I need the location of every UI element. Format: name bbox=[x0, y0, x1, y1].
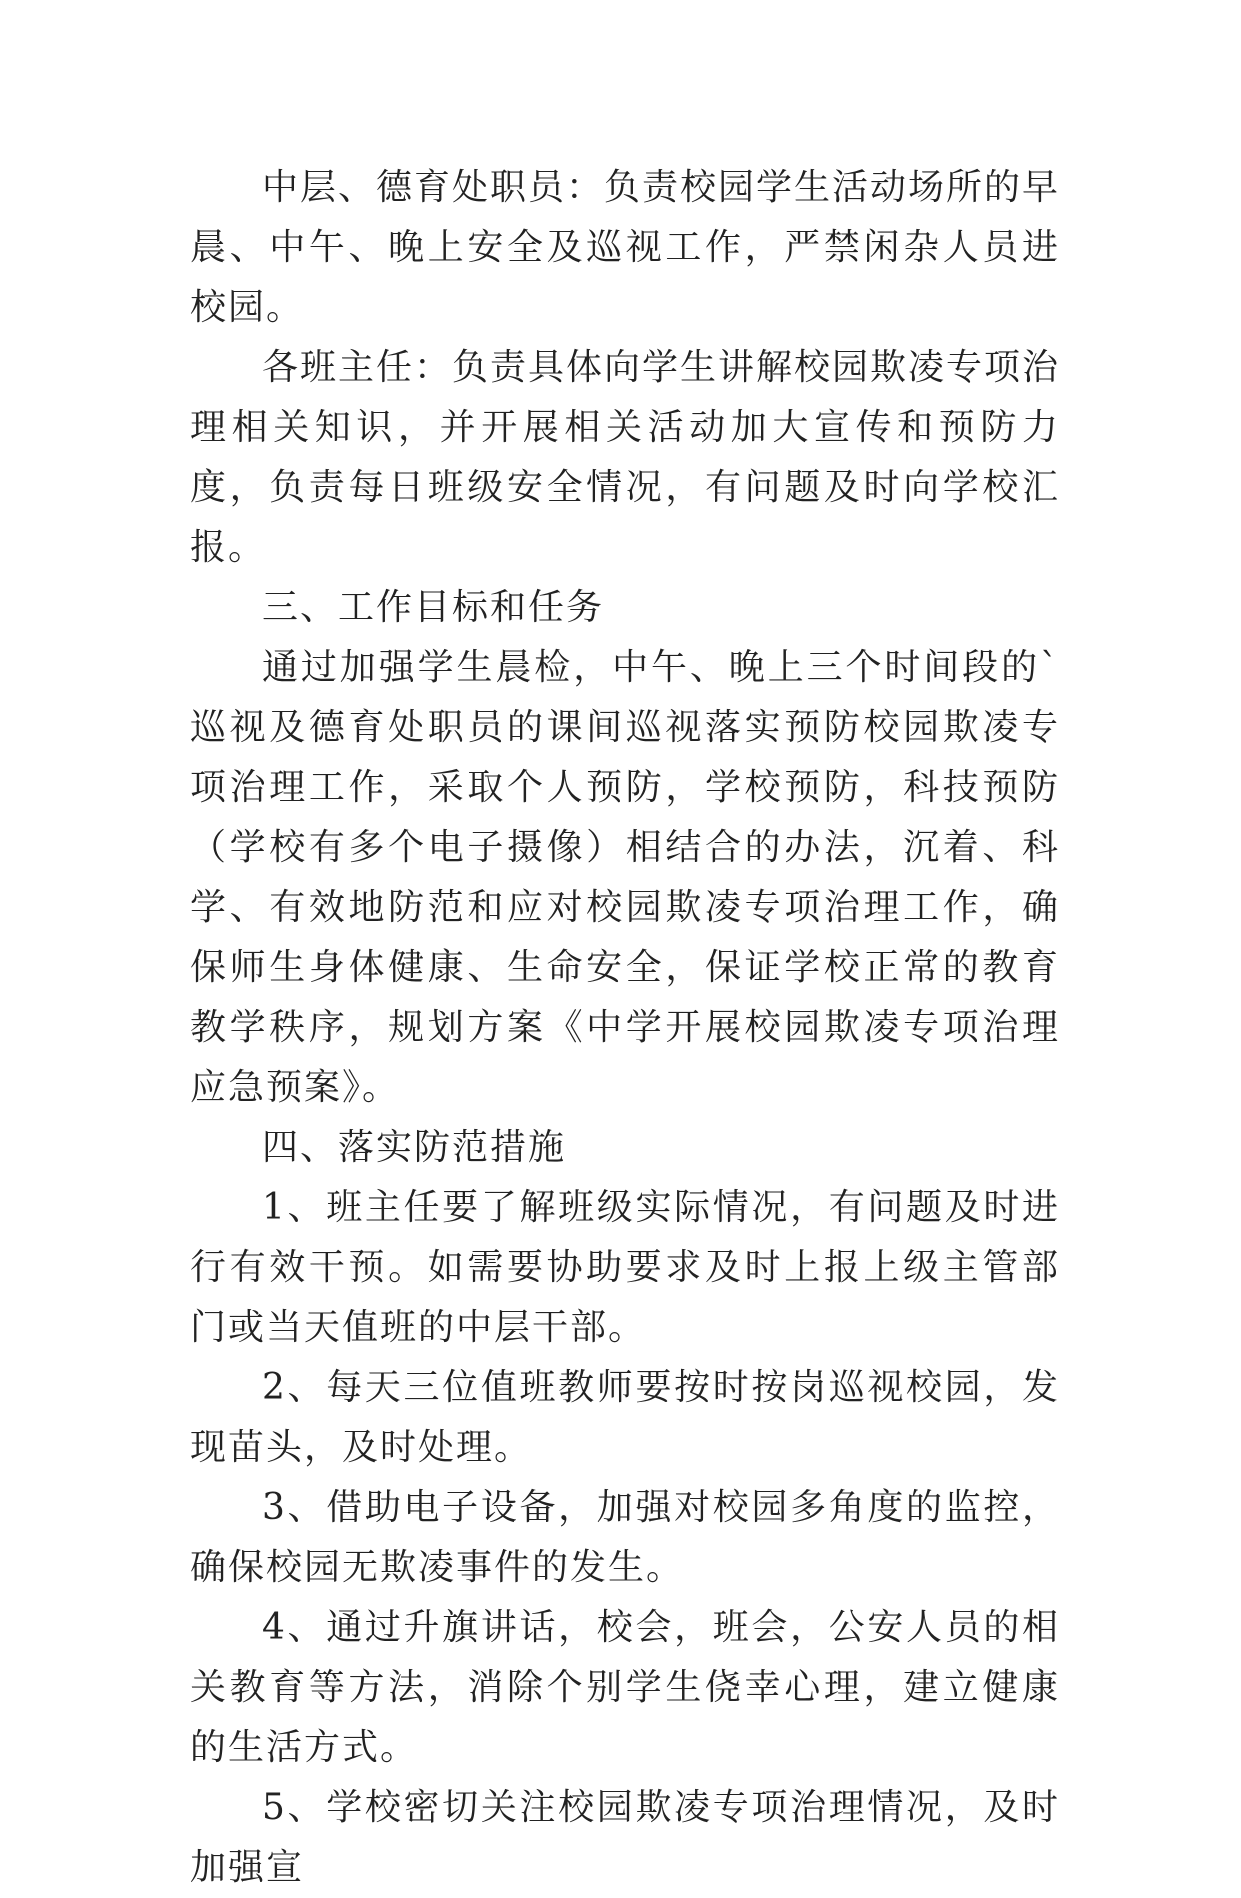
list-item-measure-3: 3、借助电子设备，加强对校园多角度的监控，确保校园无欺凌事件的发生。 bbox=[190, 1487, 1060, 1588]
list-item-measure-4: 4、通过升旗讲话，校会，班会，公安人员的相关教育等方法，消除个别学生侥幸心理，建立健康的生活方式。 bbox=[190, 1607, 1060, 1768]
section-heading-measures: 四、落实防范措施 bbox=[262, 1127, 567, 1168]
document-body bbox=[190, 158, 1060, 1898]
list-item-measure-5: 5、学校密切关注校园欺凌专项治理情况，及时加强宣 bbox=[190, 1787, 1060, 1888]
list-item-measure-2: 2、每天三位值班教师要按时按岗巡视校园，发现苗头，及时处理。 bbox=[190, 1367, 1060, 1468]
paragraph-goals: 通过加强学生晨检，中午、晚上三个时间段的`巡视及德育处职员的课间巡视落实预防校园欺凌专项治理工作，采取个人预防，学校预防，科技预防（学校有多个电子摄像）相结合的办法，沉着、科学、有效地防范和应对校园欺凌专项治理工作，确保师生身体健康、生命安全，保证学校正常的教育教学秩序，规划方案《中学开展校园欺凌专项治理应急预案》。 bbox=[190, 647, 1060, 1108]
list-item-measure-1: 1、班主任要了解班级实际情况，有问题及时进行有效干预。如需要协助要求及时上报上级主管部门或当天值班的中层干部。 bbox=[190, 1187, 1060, 1348]
paragraph-class-teacher-duties: 各班主任：负责具体向学生讲解校园欺凌专项治理相关知识，并开展相关活动加大宣传和预防力度，负责每日班级安全情况，有问题及时向学校汇报。 bbox=[190, 347, 1061, 568]
paragraph-staff-duties: 中层、德育处职员：负责校园学生活动场所的早晨、中午、晚上安全及巡视工作，严禁闲杂人员进校园。 bbox=[190, 167, 1061, 328]
section-heading-goals: 三、工作目标和任务 bbox=[262, 587, 605, 628]
